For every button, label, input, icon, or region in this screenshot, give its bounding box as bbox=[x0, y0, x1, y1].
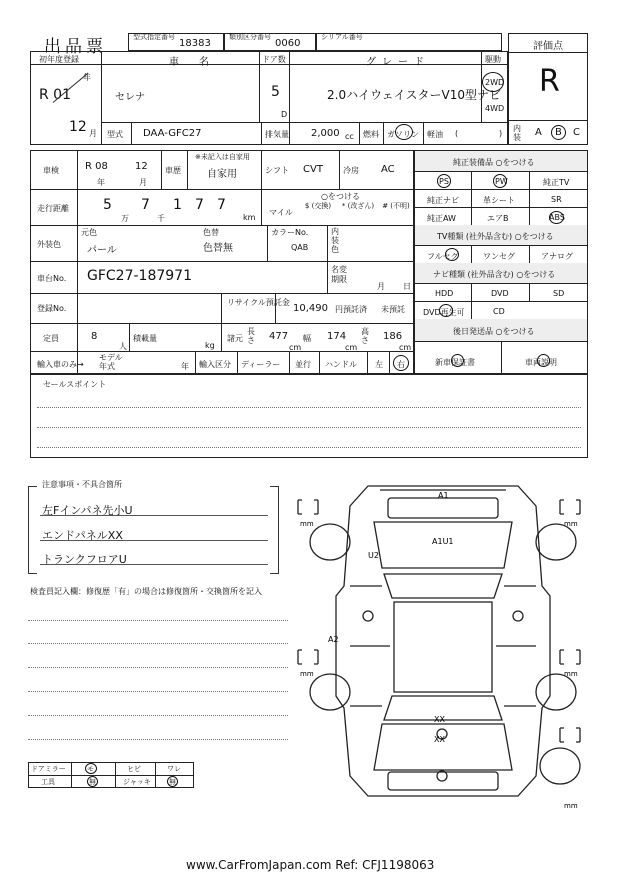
interior-label: 内装 bbox=[513, 124, 521, 142]
inspection-month-unit: 月 bbox=[139, 178, 147, 187]
import-parallel: 並行 bbox=[295, 360, 311, 369]
length-value: 477 bbox=[269, 331, 289, 342]
vehicle-name: セレナ bbox=[115, 92, 145, 103]
color-label: 外装色 bbox=[37, 240, 61, 249]
std-abs: ABS bbox=[549, 213, 565, 222]
mileage-digit-4: 7 bbox=[195, 197, 204, 213]
tv-title: TV種類 (社外品含む) ○をつける bbox=[437, 232, 554, 241]
mirror-tools-table bbox=[28, 762, 194, 788]
doors-type: D bbox=[281, 110, 288, 119]
fuel-other-open: ( bbox=[455, 129, 459, 138]
mileage-digit-1: 5 bbox=[103, 197, 112, 213]
grade-value: 2.0ハイウェイスターV10型ナビ bbox=[327, 88, 501, 102]
fuel-other-label: 軽油 bbox=[427, 130, 443, 139]
score-box bbox=[508, 33, 588, 145]
fuel-other-close: ) bbox=[499, 129, 503, 138]
color-change-label: 色替 bbox=[203, 228, 219, 237]
shift-label: シフト bbox=[265, 166, 289, 175]
std-leather: 革シート bbox=[483, 196, 515, 205]
recycle-status2: 未預託 bbox=[381, 305, 405, 314]
notes-bracket-right bbox=[270, 486, 279, 574]
note-line-1: 左Fインパネ先小U bbox=[42, 504, 133, 517]
width-value: 174 bbox=[327, 331, 347, 342]
mark-a2-side: A2 bbox=[328, 635, 339, 644]
nav-title: ナビ種類 (社外品含む) ○をつける bbox=[433, 270, 556, 279]
mm-spare: mm bbox=[564, 802, 578, 810]
type-code-cell bbox=[128, 33, 224, 51]
nav-dvd-play-circle bbox=[439, 304, 453, 317]
usage-label: 車歴 bbox=[165, 166, 181, 175]
nav-hdd: HDD bbox=[435, 289, 454, 298]
score-value: R bbox=[539, 64, 560, 99]
std-pw-circle bbox=[493, 174, 507, 188]
drive-2wd: 2WD bbox=[485, 78, 505, 87]
docs-warranty-circle bbox=[451, 354, 464, 367]
import-label: 輸入車のみ→ bbox=[37, 360, 84, 369]
sales-point-box bbox=[30, 374, 588, 458]
doors-value: 5 bbox=[271, 84, 280, 100]
height-unit: cm bbox=[399, 343, 412, 352]
handle-left: 左 bbox=[375, 360, 383, 369]
chassis-value: GFC27-187971 bbox=[87, 268, 192, 284]
length-unit: cm bbox=[289, 343, 302, 352]
model-value: DAA-GFC27 bbox=[143, 128, 202, 139]
std-ps-circle bbox=[437, 174, 451, 188]
docs-warranty: 新車保証書 bbox=[435, 358, 475, 367]
import-dealer: ディーラー bbox=[241, 360, 281, 369]
mileage-digit-5: 7 bbox=[217, 197, 226, 213]
color-value: パール bbox=[87, 245, 117, 256]
handle-label: ハンドル bbox=[325, 360, 357, 369]
meter-exchange: $ (交換) bbox=[304, 202, 332, 210]
usage-note: ※未記入は自家用 bbox=[195, 153, 250, 161]
meter-altered: * (改ざん) bbox=[341, 202, 375, 210]
model-year-label: モデル年式 bbox=[99, 353, 123, 371]
width-label: 幅 bbox=[303, 334, 311, 343]
drive-4wd: 4WD bbox=[485, 104, 505, 113]
recycle-amount: 10,490 bbox=[293, 303, 328, 314]
first-reg-month: 12 bbox=[69, 119, 87, 135]
color-change-value: 色替無 bbox=[203, 243, 233, 254]
class-code-label: 類別区分番号 bbox=[229, 33, 271, 41]
shift-value: CVT bbox=[303, 164, 323, 175]
details-block bbox=[30, 150, 414, 374]
std-tv: 純正TV bbox=[543, 178, 570, 187]
import-type-label: 輸入区分 bbox=[199, 360, 231, 369]
height-label: 高さ bbox=[361, 327, 369, 345]
usage-value: 自家用 bbox=[207, 169, 237, 180]
inspection-year: R 08 bbox=[85, 161, 108, 172]
model-year-unit: 年 bbox=[181, 362, 189, 371]
mm-fr: mm bbox=[564, 520, 578, 528]
mark-a1-front: A1 bbox=[438, 491, 449, 500]
displacement-label: 排気量 bbox=[265, 130, 289, 139]
tv-one: ワンセグ bbox=[483, 252, 515, 261]
fuel-value: ガソリン bbox=[387, 130, 419, 139]
mileage-unit-km: km bbox=[243, 213, 256, 222]
std-airbag: エアB bbox=[487, 214, 509, 223]
mirror-opt-2: ヒビ bbox=[127, 765, 141, 773]
std-aw: 純正AW bbox=[427, 214, 456, 223]
mirror-opt-1: モ bbox=[87, 765, 94, 773]
name-change-month: 月 bbox=[377, 282, 385, 291]
mileage-digit-3: 1 bbox=[173, 197, 182, 213]
reg-no-label: 登録No. bbox=[37, 304, 67, 313]
drive-2wd-circle bbox=[482, 72, 504, 92]
type-code-label: 型式指定番号 bbox=[133, 33, 175, 41]
notes-bracket-left bbox=[28, 486, 37, 574]
notes-title: 注意事項・不具合箇所 bbox=[42, 480, 122, 489]
color-no-value: QAB bbox=[291, 243, 309, 252]
std-ps: PS bbox=[439, 177, 449, 186]
docs-title: 後日発送品 ○をつける bbox=[453, 327, 535, 336]
month-unit: 月 bbox=[89, 129, 97, 138]
page-title: 出品票 bbox=[44, 37, 107, 57]
model-label: 型式 bbox=[107, 130, 123, 139]
std-sr: SR bbox=[551, 195, 562, 204]
fuel-label: 燃料 bbox=[363, 130, 379, 139]
handle-right-circle bbox=[393, 355, 409, 371]
first-reg-year: R 01 bbox=[39, 87, 71, 103]
load-unit: kg bbox=[205, 341, 215, 350]
mileage-digit-2: 7 bbox=[141, 197, 150, 213]
tv-full: フルセグ bbox=[427, 252, 459, 261]
displacement-value: 2,000 bbox=[311, 128, 340, 139]
grade-label: グレード bbox=[366, 57, 430, 68]
mm-rl: mm bbox=[300, 670, 314, 678]
std-pw: PW bbox=[495, 177, 508, 186]
chassis-label: 車台No. bbox=[37, 274, 67, 283]
interior-b: B bbox=[555, 127, 562, 138]
capacity-value: 8 bbox=[91, 331, 98, 342]
std-navi: 純正ナビ bbox=[427, 196, 459, 205]
note-line-3: トランクフロアU bbox=[42, 553, 127, 566]
tools-opt-3-circle bbox=[167, 776, 178, 787]
mirror-label: ドアミラー bbox=[31, 765, 66, 773]
aircon-label: 冷房 bbox=[343, 166, 359, 175]
first-reg-label: 初年度登録 bbox=[39, 55, 79, 64]
inspector-label: 検査員記入欄：修復歴「有」の場合は修復箇所・交換箇所を記入 bbox=[30, 587, 262, 596]
mirror-opt-3: ワレ bbox=[167, 765, 181, 773]
mirror-opt-1-circle bbox=[85, 763, 97, 774]
mm-fl: mm bbox=[300, 520, 314, 528]
docs-manual-circle bbox=[537, 354, 550, 367]
vehicle-block bbox=[30, 51, 508, 145]
doors-label: ドア数 bbox=[262, 55, 286, 64]
tools-opt-1: 無 bbox=[89, 778, 96, 786]
note-line-2: エンドパネルXX bbox=[42, 529, 123, 542]
height-value: 186 bbox=[383, 331, 403, 342]
nav-dvd-play: DVD再生可 bbox=[423, 308, 465, 317]
interior-color-label: 内装色 bbox=[331, 227, 339, 254]
class-code-cell bbox=[224, 33, 316, 51]
interior-b-circle bbox=[551, 125, 566, 140]
recycle-status1: 円預託済 bbox=[335, 305, 367, 314]
serial-label: シリアル番号 bbox=[321, 33, 363, 41]
mark-u2-side: U2 bbox=[368, 551, 379, 560]
mark-xx-trunk: XX bbox=[434, 735, 445, 744]
capacity-label: 定員 bbox=[43, 334, 59, 343]
serial-cell bbox=[316, 33, 502, 51]
mileage-label: 走行距離 bbox=[37, 204, 69, 213]
mark-xx-rear-panel: XX bbox=[434, 715, 445, 724]
tv-analog: アナログ bbox=[541, 252, 573, 261]
handle-right: 右 bbox=[397, 360, 405, 369]
drive-label: 駆動 bbox=[485, 55, 501, 64]
mark-a1u1-hood: A1U1 bbox=[432, 537, 454, 546]
length-label: 長さ bbox=[247, 327, 255, 345]
recycle-label: リサイクル預託金 bbox=[227, 298, 290, 307]
std-title: 純正装備品 ○をつける bbox=[453, 158, 535, 167]
class-code-value: 0060 bbox=[275, 38, 301, 49]
load-label: 積載量 bbox=[133, 334, 157, 343]
width-unit: cm bbox=[345, 343, 358, 352]
aircon-value: AC bbox=[381, 164, 395, 175]
nav-dvd: DVD bbox=[491, 289, 509, 298]
nav-cd: CD bbox=[493, 307, 505, 316]
fuel-circle bbox=[395, 124, 413, 140]
dimensions-label: 諸元 bbox=[227, 334, 243, 343]
name-change-day: 日 bbox=[403, 282, 411, 291]
meter-mile: マイル bbox=[269, 208, 293, 217]
mm-rr: mm bbox=[564, 670, 578, 678]
interior-c: C bbox=[573, 127, 580, 138]
tv-full-circle bbox=[445, 248, 459, 261]
docs-manual: 車両説明 bbox=[525, 358, 557, 367]
tools-label: 工具 bbox=[41, 778, 55, 786]
std-abs-circle bbox=[549, 211, 564, 224]
displacement-unit: cc bbox=[345, 132, 354, 141]
name-label: 車名 bbox=[169, 57, 229, 68]
tools-opt-2: ジャッキ bbox=[123, 778, 151, 786]
year-unit: 年 bbox=[83, 73, 91, 82]
meter-unknown: # (不明) bbox=[382, 202, 410, 210]
inspection-label: 車検 bbox=[43, 166, 59, 175]
type-code-value: 18383 bbox=[179, 38, 211, 49]
inspection-month: 12 bbox=[135, 161, 148, 172]
equipment-block bbox=[414, 150, 588, 374]
footer-ref: www.CarFromJapan.com Ref: CFJ1198063 bbox=[186, 858, 435, 872]
sales-point-label: セールスポイント bbox=[43, 380, 107, 389]
interior-a: A bbox=[535, 127, 542, 138]
nav-sd: SD bbox=[553, 289, 565, 298]
tools-opt-3: 無 bbox=[169, 778, 176, 786]
score-label: 評価点 bbox=[533, 41, 563, 52]
mileage-unit-man: 万 bbox=[121, 214, 129, 223]
inspection-year-unit: 年 bbox=[97, 178, 105, 187]
car-diagram bbox=[290, 476, 600, 816]
capacity-unit: 人 bbox=[119, 342, 127, 351]
color-no-label: カラーNo. bbox=[271, 228, 309, 237]
meter-note: ○をつける bbox=[321, 192, 360, 201]
mileage-unit-sen: 千 bbox=[157, 214, 165, 223]
color-orig-label: 元色 bbox=[81, 228, 97, 237]
name-change-label: 名変期限 bbox=[331, 265, 347, 284]
tools-opt-1-circle bbox=[87, 776, 98, 787]
